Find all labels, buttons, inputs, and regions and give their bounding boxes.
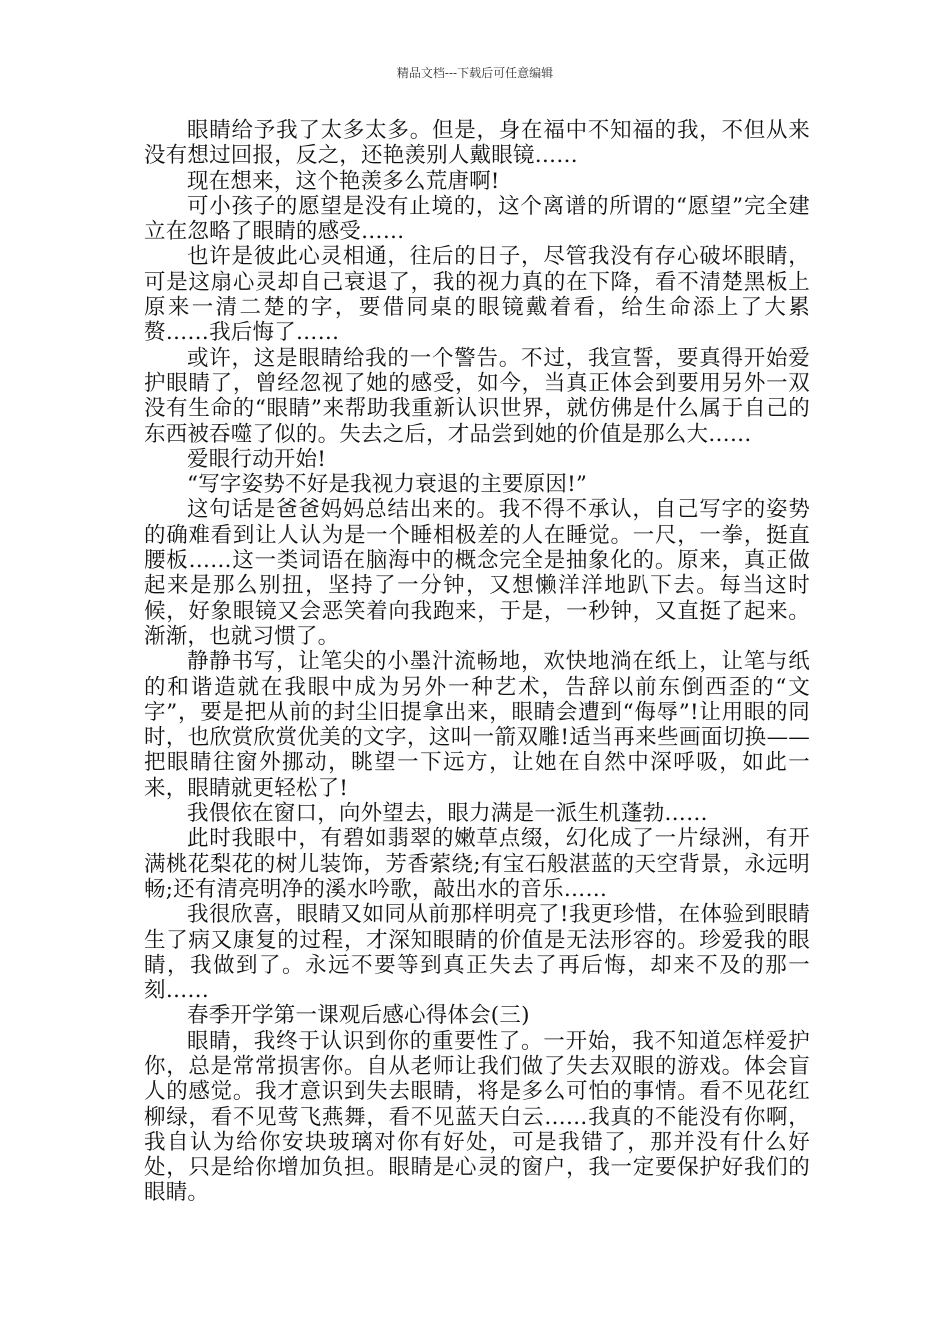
paragraph: “写字姿势不好是我视力衰退的主要原因!”: [187, 472, 588, 498]
paragraph: 也许是彼此心灵相通，往后的日子，尽管我没有存心破坏眼睛，可是这扇心灵却自己衰退了，我的视力真的在下降，看不清楚黑板上原来一清二楚的字，要借同桌的眼镜戴着看，给生命添上了大累赘……我后悔了……: [144, 244, 810, 346]
document-body: [144, 118, 810, 1206]
paragraph: 现在想来，这个艳羡多么荒唐啊!: [187, 168, 500, 194]
paragraph: 此时我眼中，有碧如翡翠的嫩草点缀，幻化成了一片绿洲，有开满桃花梨花的树儿装饰，芳香萦绕;有宝石般湛蓝的天空背景，永远明畅;还有清亮明净的溪水吟歌，敲出水的音乐……: [144, 826, 810, 902]
paragraph: 静静书写，让笔尖的小墨汁流畅地，欢快地淌在纸上，让笔与纸的和谐造就在我眼中成为另外一种艺术，告辞以前东倒西歪的“文字”，要是把从前的封尘旧提拿出来，眼睛会遭到“侮辱”!让用眼的同时，也欣赏欣赏优美的文字，这叫一箭双雕!适当再来些画面切换——把眼睛往窗外挪动，眺望一下远方，让她在自然中深呼吸，如此一来，眼睛就更轻松了!: [144, 649, 810, 801]
paragraph: 我很欣喜，眼睛又如同从前那样明亮了!我更珍惜，在体验到眼睛生了病又康复的过程，才深知眼睛的价值是无法形容的。珍爱我的眼睛，我做到了。永远不要等到真正失去了再后悔，却来不及的那一刻……: [144, 902, 810, 1004]
paragraph: 爱眼行动开始!: [187, 446, 327, 472]
page-header: 精品文档---下载后可任意编辑: [396, 66, 554, 80]
paragraph: 眼睛，我终于认识到你的重要性了。一开始，我不知道怎样爱护你，总是常常损害你。自从老师让我们做了失去双眼的游戏。体会盲人的感觉。我才意识到失去眼睛，将是多么可怕的事情。看不见花红柳绿，看不见莺飞燕舞，看不见蓝天白云……我真的不能没有你啊，我自认为给你安块玻璃对你有好处，可是我错了，那并没有什么好处，只是给你增加负担。眼睛是心灵的窗户，我一定要保护好我们的眼睛。: [144, 1028, 810, 1206]
section-heading: 春季开学第一课观后感心得体会(三): [187, 1003, 530, 1029]
paragraph: 可小孩子的愿望是没有止境的，这个离谱的所谓的“愿望”完全建立在忽略了眼睛的感受……: [144, 193, 810, 245]
paragraph: 我偎依在窗口，向外望去，眼力满是一派生机蓬勃……: [187, 801, 708, 827]
paragraph: 这句话是爸爸妈妈总结出来的。我不得不承认，自己写字的姿势的确难看到让人认为是一个睡相极差的人在睡觉。一尺，一拳，挺直腰板……这一类词语在脑海中的概念完全是抽象化的。原来，真正做起来是那么别扭，坚持了一分钟，又想懒洋洋地趴下去。每当这时候，好象眼镜又会恶笑着向我跑来，于是，一秒钟，又直挺了起来。渐渐，也就习惯了。: [144, 497, 810, 649]
paragraph: 或许，这是眼睛给我的一个警告。不过，我宣誓，要真得开始爱护眼睛了，曾经忽视了她的感受，如今，当真正体会到要用另外一双没有生命的“眼睛”来帮助我重新认识世界，就仿佛是什么属于自己的东西被吞噬了似的。失去之后，才品尝到她的价值是那么大……: [144, 345, 810, 447]
paragraph: 眼睛给予我了太多太多。但是，身在福中不知福的我，不但从来没有想过回报，反之，还艳羡别人戴眼镜……: [144, 118, 810, 169]
